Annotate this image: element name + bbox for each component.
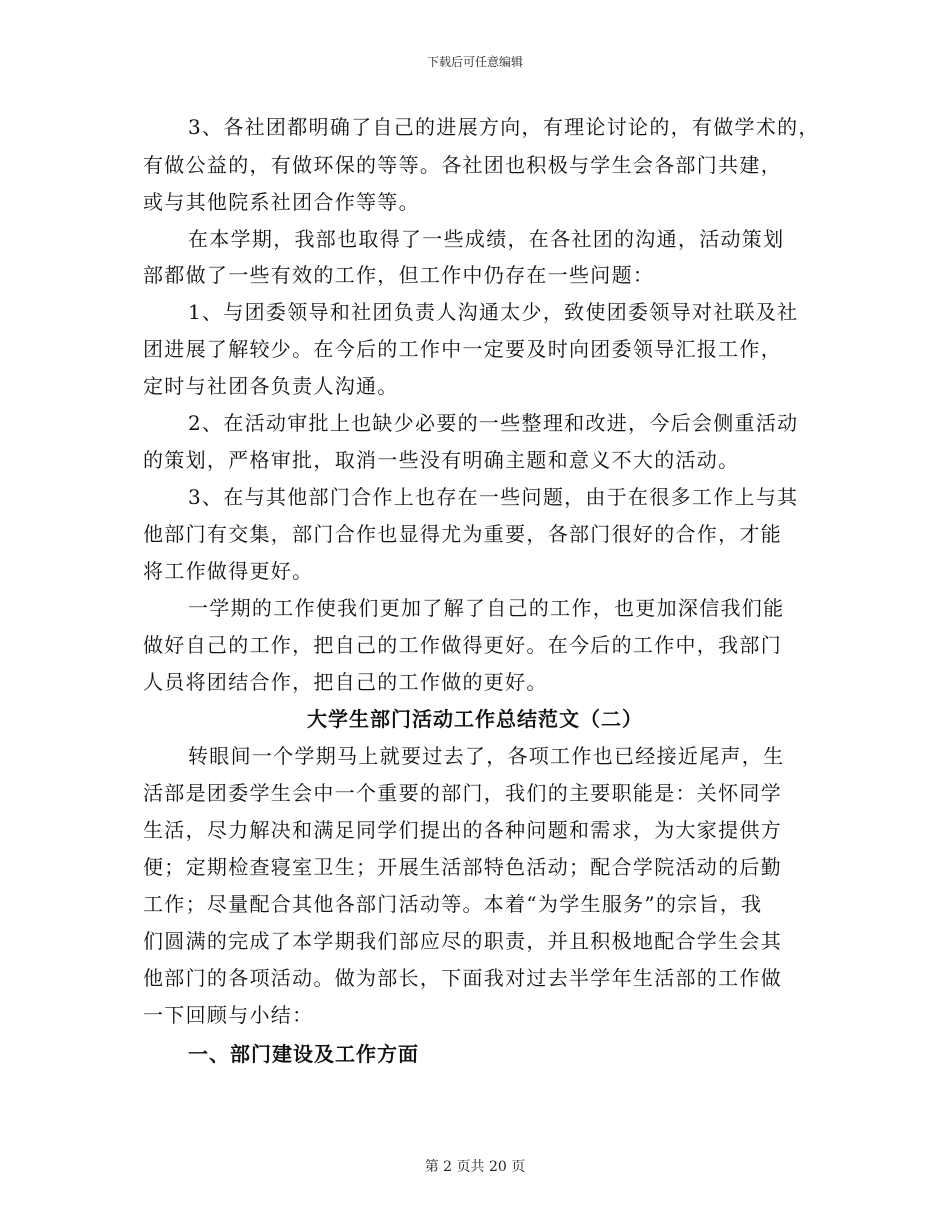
sub-heading: 一、部门建设及工作方面	[188, 1042, 419, 1066]
page-header-note: 下载后可任意编辑	[426, 55, 523, 69]
paragraph-line: 定时与社团各负责人沟通。	[143, 374, 399, 398]
paragraph-line: 3、在与其他部门合作上也存在一些问题，由于在很多工作上与其	[188, 485, 799, 509]
paragraph-line: 3、各社团都明确了自己的进展方向，有理论讨论的，有做学术的，	[188, 115, 820, 139]
paragraph-line: 部都做了一些有效的工作，但工作中仍存在一些问题：	[143, 263, 655, 287]
paragraph-line: 活部是团委学生会中一个重要的部门，我们的主要职能是：关怀同学	[143, 781, 782, 805]
paragraph-line: 一下回顾与小结：	[143, 1003, 314, 1027]
paragraph-line: 2、在活动审批上也缺少必要的一些整理和改进，今后会侧重活动	[188, 411, 799, 435]
paragraph-line: 在本学期，我部也取得了一些成绩，在各社团的沟通，活动策划	[188, 227, 785, 251]
paragraph-line: 1、与团委领导和社团负责人沟通太少，致使团委领导对社联及社	[188, 300, 799, 324]
paragraph-line: 将工作做得更好。	[143, 559, 314, 583]
paragraph-line: 生活，尽力解决和满足同学们提出的各种问题和需求，为大家提供方	[143, 818, 782, 842]
page-number-footer: 第 2 页共 20 页	[424, 1159, 526, 1175]
paragraph-line: 们圆满的完成了本学期我们部应尽的职责，并且积极地配合学生会其	[143, 929, 782, 953]
paragraph-line: 转眼间一个学期马上就要过去了，各项工作也已经接近尾声，生	[188, 744, 785, 768]
paragraph-line: 便；定期检查寝室卫生；开展生活部特色活动；配合学院活动的后勤	[143, 855, 782, 879]
paragraph-line: 做好自己的工作，把自己的工作做得更好。在今后的工作中，我部门	[143, 633, 782, 657]
paragraph-line: 有做公益的，有做环保的等等。各社团也积极与学生会各部门共建，	[143, 153, 782, 177]
paragraph-line: 一学期的工作使我们更加了解了自己的工作，也更加深信我们能	[188, 596, 785, 620]
paragraph-line: 团进展了解较少。在今后的工作中一定要及时向团委领导汇报工作，	[143, 337, 782, 361]
paragraph-line: 的策划，严格审批，取消一些没有明确主题和意义不大的活动。	[143, 448, 740, 472]
paragraph-line: 人员将团结合作，把自己的工作做的更好。	[143, 670, 548, 694]
paragraph-line: 他部门有交集，部门合作也显得尤为重要，各部门很好的合作，才能	[143, 522, 782, 546]
paragraph-line: 或与其他院系社团合作等等。	[143, 190, 420, 214]
paragraph-line: 他部门的各项活动。做为部长，下面我对过去半学年生活部的工作做	[143, 966, 782, 990]
section-title: 大学生部门活动工作总结范文（二）	[307, 707, 643, 731]
paragraph-line: 工作；尽量配合其他各部门活动等。本着“为学生服务”的宗旨，我	[143, 892, 763, 916]
